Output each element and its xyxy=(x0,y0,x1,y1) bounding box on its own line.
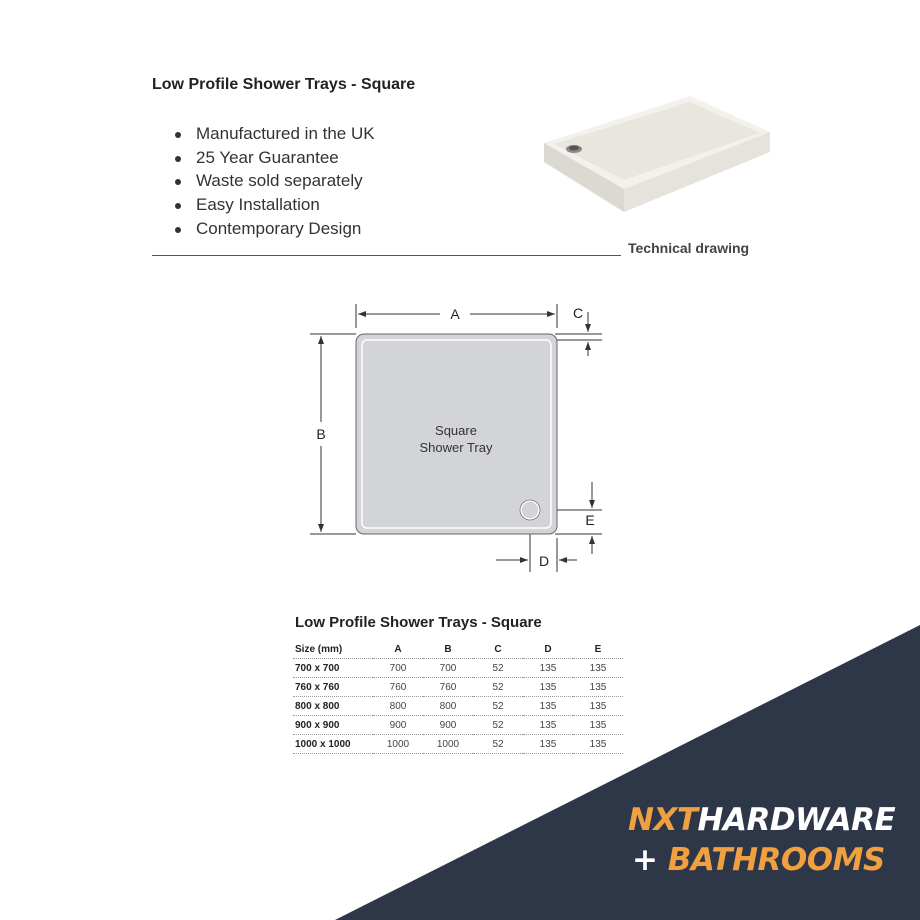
tray-label-line1: Square xyxy=(435,423,477,438)
table-row xyxy=(293,735,623,754)
brand-hardware: HARDWARE xyxy=(697,802,896,838)
table-cell: 135 xyxy=(523,678,573,697)
table-cell: 135 xyxy=(573,678,623,697)
brand-bathrooms: BATHROOMS xyxy=(667,842,885,878)
table-cell: 700 xyxy=(373,659,423,678)
dimensions-table xyxy=(293,640,623,754)
brand-t: T xyxy=(676,802,698,838)
table-cell: 135 xyxy=(523,697,573,716)
table-cell: 760 x 760 xyxy=(293,678,373,697)
table-cell: 700 x 700 xyxy=(293,659,373,678)
brand-logo-line2 xyxy=(632,840,885,880)
table-cell: 135 xyxy=(573,735,623,754)
table-title: Low Profile Shower Trays - Square xyxy=(295,614,542,631)
table-cell: 800 xyxy=(423,697,473,716)
table-cell: 135 xyxy=(573,716,623,735)
dimension-d-label: D xyxy=(538,553,550,569)
tray-label-line2: Shower Tray xyxy=(419,440,493,455)
table-cell: 700 xyxy=(423,659,473,678)
waste-outlet xyxy=(521,501,539,519)
feature-item: Contemporary Design xyxy=(172,217,375,241)
table-cell: 900 xyxy=(373,716,423,735)
feature-item: Manufactured in the UK xyxy=(172,122,375,146)
feature-item: Waste sold separately xyxy=(172,169,375,193)
table-cell: 135 xyxy=(523,659,573,678)
table-cell: 800 xyxy=(373,697,423,716)
table-cell: 135 xyxy=(523,716,573,735)
table-cell: 1000 xyxy=(373,735,423,754)
table-cell: 760 xyxy=(423,678,473,697)
shower-tray-product-image xyxy=(540,92,772,217)
table-cell: 135 xyxy=(523,735,573,754)
table-row xyxy=(293,697,623,716)
column-header: B xyxy=(423,640,473,659)
feature-item: Easy Installation xyxy=(172,193,375,217)
table-cell: 52 xyxy=(473,716,523,735)
table-cell: 52 xyxy=(473,735,523,754)
brand-nx: NX xyxy=(628,802,677,838)
page-title: Low Profile Shower Trays - Square xyxy=(152,76,416,93)
table-cell: 900 x 900 xyxy=(293,716,373,735)
technical-drawing-label: Technical drawing xyxy=(628,240,750,256)
table-cell: 900 xyxy=(423,716,473,735)
column-header: D xyxy=(523,640,573,659)
technical-drawing xyxy=(290,298,610,580)
table-cell: 52 xyxy=(473,678,523,697)
table-cell: 135 xyxy=(573,697,623,716)
section-divider xyxy=(152,255,621,256)
brand-logo-line1 xyxy=(628,800,895,840)
dimension-e-label: E xyxy=(585,512,595,528)
table-cell: 52 xyxy=(473,697,523,716)
table-cell: 760 xyxy=(373,678,423,697)
feature-item: 25 Year Guarantee xyxy=(172,146,375,170)
table-cell: 1000 xyxy=(423,735,473,754)
brand-plus: + xyxy=(632,842,658,878)
dimension-a-label: A xyxy=(450,306,460,322)
table-cell: 800 x 800 xyxy=(293,697,373,716)
table-row xyxy=(293,716,623,735)
column-header: E xyxy=(573,640,623,659)
column-header: Size (mm) xyxy=(293,640,373,659)
feature-list xyxy=(172,122,375,241)
table-cell: 52 xyxy=(473,659,523,678)
dimension-c-label: C xyxy=(572,305,584,321)
table-header-row xyxy=(293,640,623,659)
table-cell: 135 xyxy=(573,659,623,678)
table-row xyxy=(293,678,623,697)
column-header: A xyxy=(373,640,423,659)
dimension-b-label: B xyxy=(316,426,326,442)
column-header: C xyxy=(473,640,523,659)
table-row xyxy=(293,659,623,678)
table-cell: 1000 x 1000 xyxy=(293,735,373,754)
